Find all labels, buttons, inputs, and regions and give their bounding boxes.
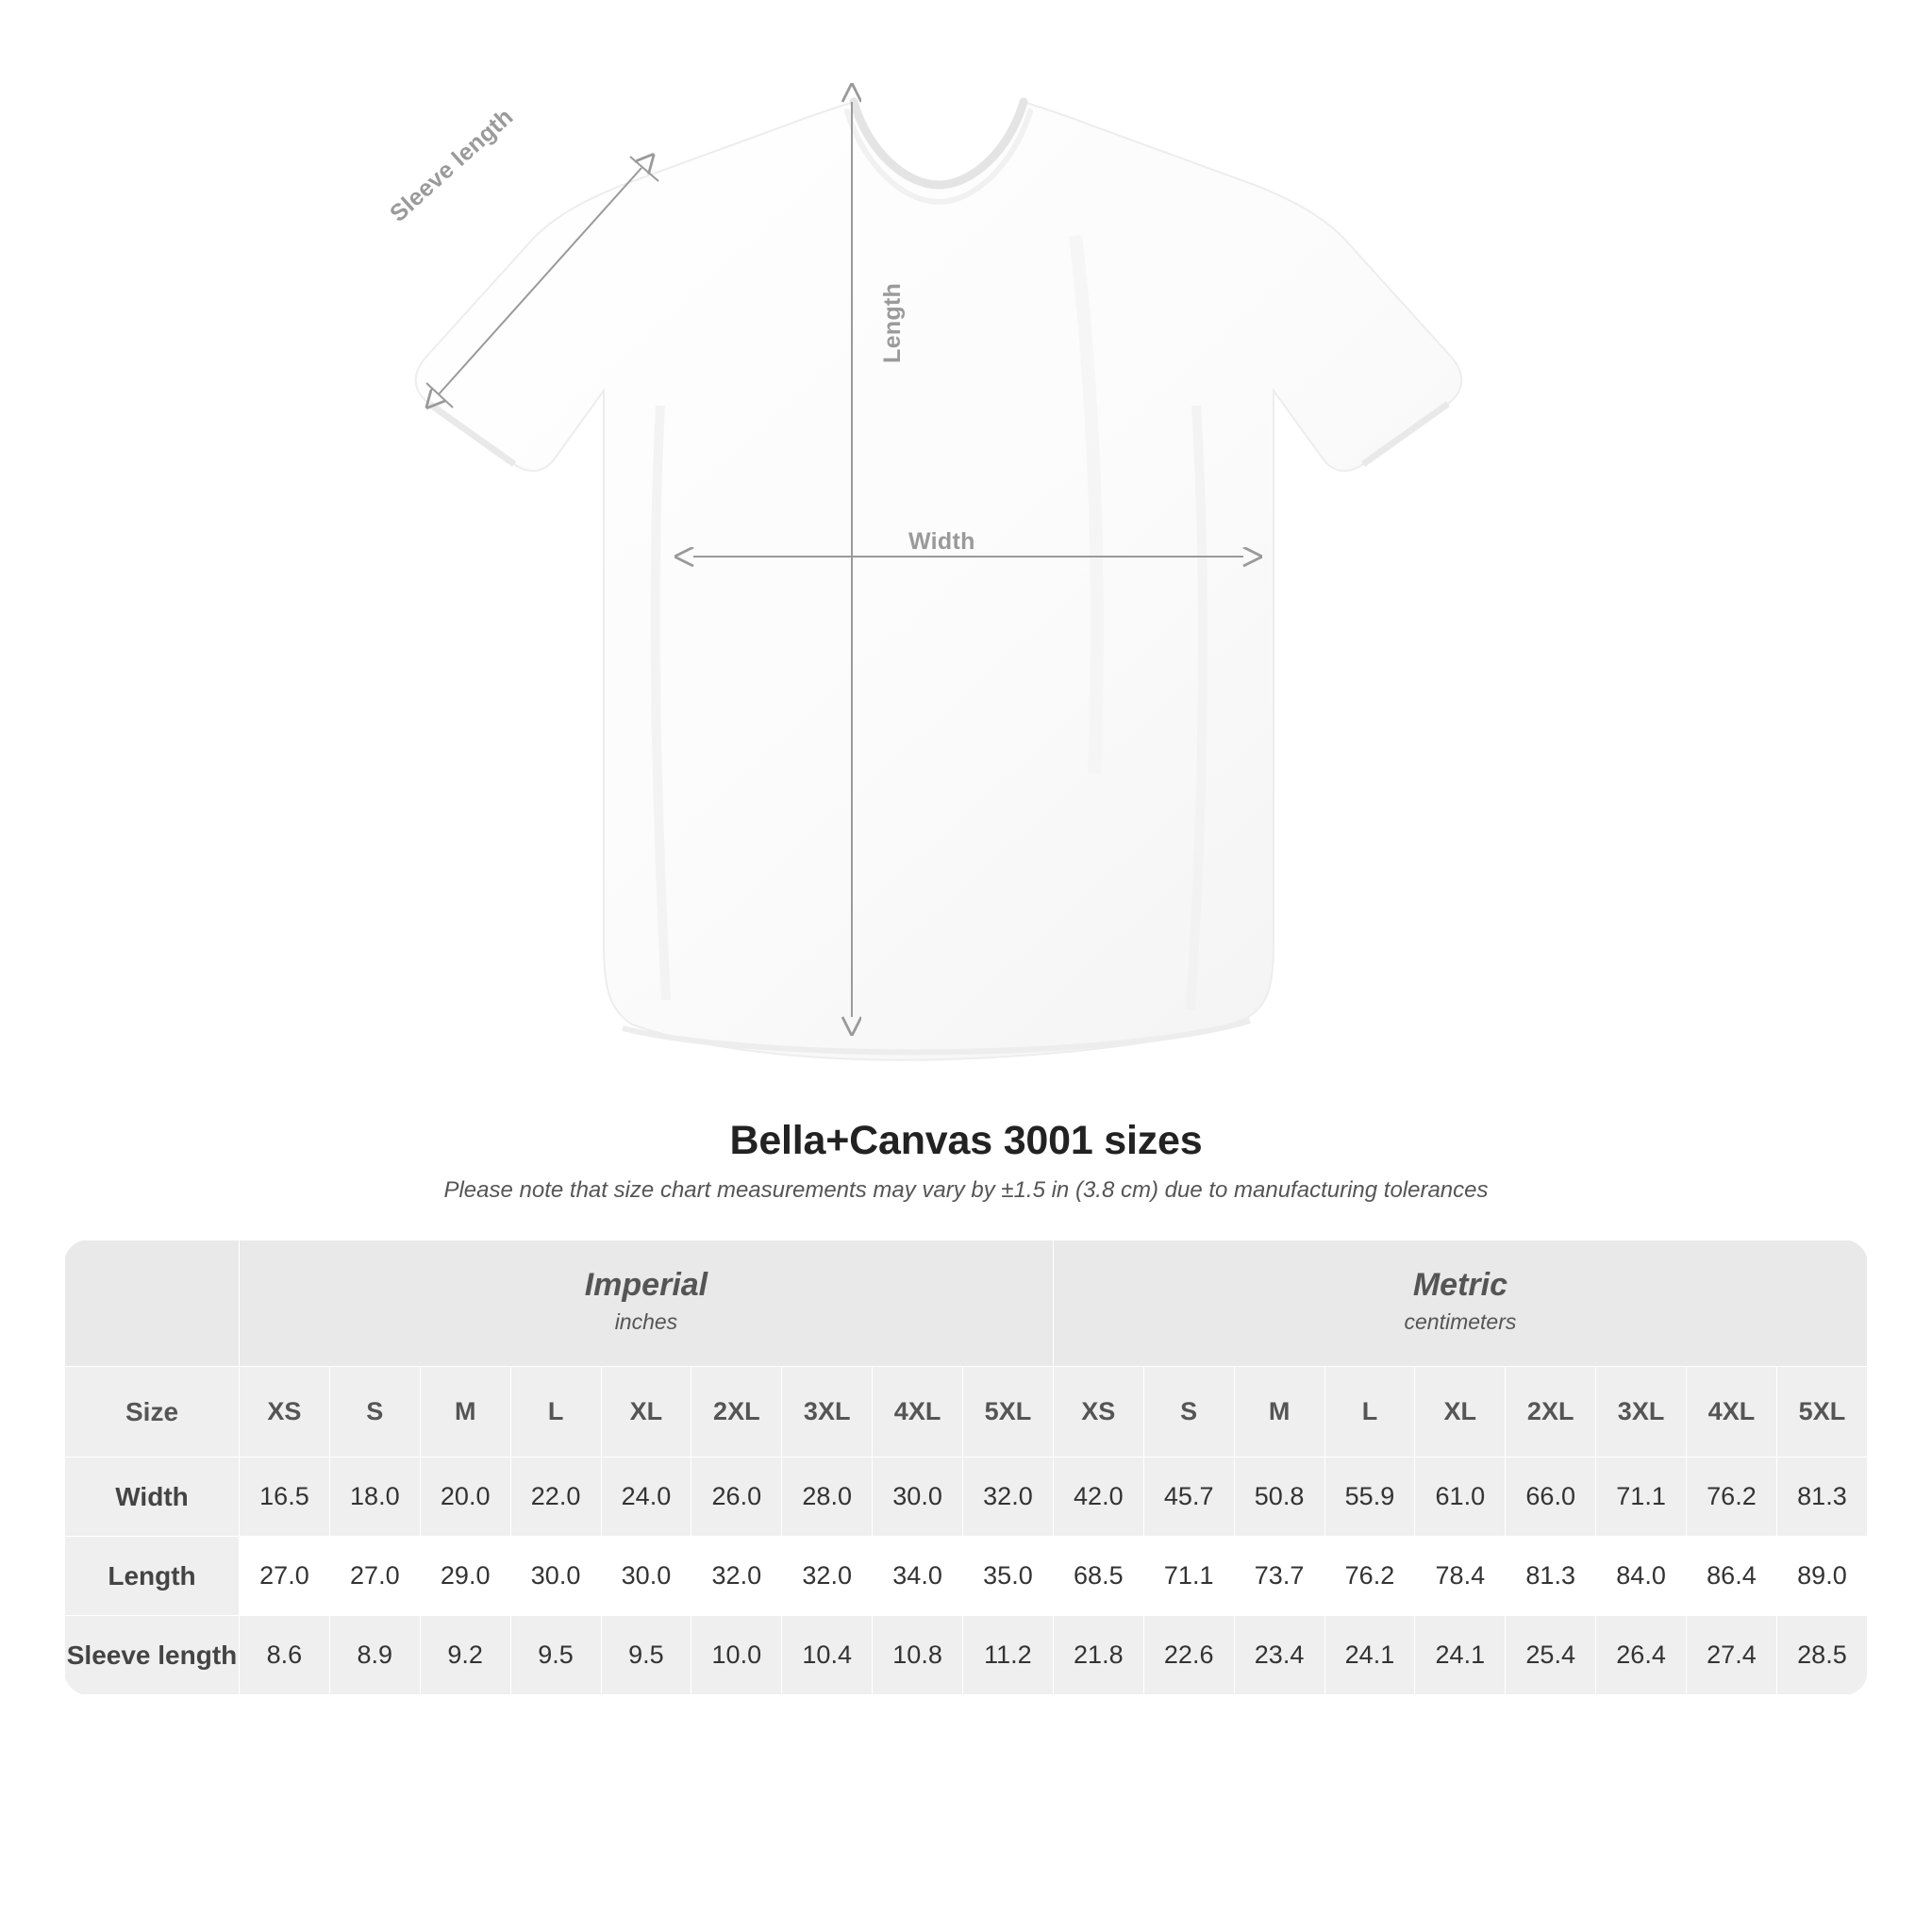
measurement-cell-metric: 55.9 xyxy=(1324,1457,1415,1537)
size-header-metric: 2XL xyxy=(1506,1367,1596,1457)
measurement-cell-imperial: 9.5 xyxy=(510,1616,601,1695)
unit-group-subtitle: inches xyxy=(614,1308,678,1334)
size-header-imperial: S xyxy=(329,1367,420,1457)
measurement-cell-imperial: 32.0 xyxy=(782,1537,873,1616)
unit-header-row xyxy=(65,1241,1868,1367)
measurement-cell-imperial: 22.0 xyxy=(510,1457,601,1537)
size-header-imperial: 5XL xyxy=(963,1367,1054,1457)
table-row xyxy=(65,1457,1868,1537)
size-table xyxy=(64,1240,1868,1695)
measurement-row-label: Length xyxy=(65,1537,240,1616)
measurement-row-label: Sleeve length xyxy=(65,1616,240,1695)
measurement-cell-metric: 73.7 xyxy=(1234,1537,1324,1616)
measurement-cell-metric: 25.4 xyxy=(1506,1616,1596,1695)
unit-group-metric xyxy=(1053,1241,1867,1367)
measurement-cell-metric: 42.0 xyxy=(1053,1457,1143,1537)
measurement-cell-metric: 76.2 xyxy=(1324,1537,1415,1616)
measurement-cell-metric: 68.5 xyxy=(1053,1537,1143,1616)
measurement-cell-imperial: 34.0 xyxy=(873,1537,963,1616)
measurement-cell-imperial: 16.5 xyxy=(240,1457,330,1537)
size-header-imperial: L xyxy=(510,1367,601,1457)
table-row xyxy=(65,1537,1868,1616)
measurement-cell-metric: 50.8 xyxy=(1234,1457,1324,1537)
measurement-cell-metric: 22.6 xyxy=(1143,1616,1234,1695)
measurement-cell-metric: 61.0 xyxy=(1415,1457,1506,1537)
size-header-metric: XL xyxy=(1415,1367,1506,1457)
measurement-cell-imperial: 9.5 xyxy=(601,1616,691,1695)
measurement-cell-imperial: 28.0 xyxy=(782,1457,873,1537)
measurement-cell-metric: 66.0 xyxy=(1506,1457,1596,1537)
size-header-metric: 4XL xyxy=(1687,1367,1777,1457)
tolerance-note: Please note that size chart measurements may vary by ±1.5 in (3.8 cm) due to manufacturing tolerances xyxy=(443,1177,1489,1203)
measurement-cell-imperial: 20.0 xyxy=(420,1457,510,1537)
table-row xyxy=(65,1616,1868,1695)
measurement-cell-imperial: 8.6 xyxy=(240,1616,330,1695)
measurement-cell-metric: 86.4 xyxy=(1687,1537,1777,1616)
size-header-metric: 3XL xyxy=(1596,1367,1687,1457)
measurement-cell-imperial: 9.2 xyxy=(420,1616,510,1695)
size-header-imperial: 2XL xyxy=(691,1367,782,1457)
size-header-imperial: 4XL xyxy=(873,1367,963,1457)
measurement-cell-imperial: 27.0 xyxy=(329,1537,420,1616)
unit-group-name: Imperial xyxy=(584,1267,708,1303)
size-header-metric: M xyxy=(1234,1367,1324,1457)
measurement-cell-metric: 24.1 xyxy=(1324,1616,1415,1695)
measurement-cell-metric: 78.4 xyxy=(1415,1537,1506,1616)
measurement-cell-imperial: 32.0 xyxy=(691,1537,782,1616)
size-header-imperial: 3XL xyxy=(782,1367,873,1457)
size-header-imperial: XS xyxy=(240,1367,330,1457)
unit-group-name: Metric xyxy=(1412,1267,1507,1303)
size-header-metric: 5XL xyxy=(1776,1367,1867,1457)
size-header-metric: L xyxy=(1324,1367,1415,1457)
measurement-cell-imperial: 10.8 xyxy=(873,1616,963,1695)
measurement-cell-metric: 71.1 xyxy=(1596,1457,1687,1537)
size-header-metric: XS xyxy=(1053,1367,1143,1457)
unit-group-imperial xyxy=(240,1241,1054,1367)
size-header-imperial: M xyxy=(420,1367,510,1457)
measurement-cell-imperial: 18.0 xyxy=(329,1457,420,1537)
size-header-metric: S xyxy=(1143,1367,1234,1457)
measurement-cell-imperial: 11.2 xyxy=(963,1616,1054,1695)
measurement-cell-imperial: 24.0 xyxy=(601,1457,691,1537)
measurement-cell-imperial: 30.0 xyxy=(601,1537,691,1616)
measurement-cell-metric: 81.3 xyxy=(1506,1537,1596,1616)
measurement-cell-metric: 45.7 xyxy=(1143,1457,1234,1537)
measurement-cell-metric: 21.8 xyxy=(1053,1616,1143,1695)
size-table-container xyxy=(64,1240,1868,1695)
chart-heading xyxy=(0,1118,1932,1204)
measurement-cell-imperial: 29.0 xyxy=(420,1537,510,1616)
measurement-cell-imperial: 32.0 xyxy=(963,1457,1054,1537)
measurement-cell-metric: 84.0 xyxy=(1596,1537,1687,1616)
measurement-cell-imperial: 27.0 xyxy=(240,1537,330,1616)
measurement-cell-metric: 76.2 xyxy=(1687,1457,1777,1537)
measurement-cell-imperial: 30.0 xyxy=(510,1537,601,1616)
measurement-row-label: Width xyxy=(65,1457,240,1537)
measurement-cell-metric: 28.5 xyxy=(1776,1616,1867,1695)
measurement-cell-imperial: 10.4 xyxy=(782,1616,873,1695)
measurement-cell-imperial: 8.9 xyxy=(329,1616,420,1695)
measurement-cell-metric: 81.3 xyxy=(1776,1457,1867,1537)
measurement-cell-imperial: 35.0 xyxy=(963,1537,1054,1616)
size-header-row xyxy=(65,1367,1868,1457)
page-title: Bella+Canvas 3001 sizes xyxy=(729,1118,1203,1163)
measurement-cell-metric: 27.4 xyxy=(1687,1616,1777,1695)
measurement-cell-imperial: 10.0 xyxy=(691,1616,782,1695)
sleeve-length-dimension-label: Sleeve length xyxy=(385,103,519,227)
unit-header-spacer xyxy=(65,1241,240,1367)
measurement-cell-metric: 23.4 xyxy=(1234,1616,1324,1695)
measurement-cell-imperial: 30.0 xyxy=(873,1457,963,1537)
measurement-cell-metric: 71.1 xyxy=(1143,1537,1234,1616)
length-dimension-label: Length xyxy=(879,282,906,363)
measurement-cell-metric: 26.4 xyxy=(1596,1616,1687,1695)
measurement-cell-metric: 24.1 xyxy=(1415,1616,1506,1695)
unit-group-subtitle: centimeters xyxy=(1404,1308,1517,1334)
width-dimension-label: Width xyxy=(908,528,975,555)
measurement-cell-metric: 89.0 xyxy=(1776,1537,1867,1616)
size-column-header: Size xyxy=(65,1367,240,1457)
measurement-cell-imperial: 26.0 xyxy=(691,1457,782,1537)
size-header-imperial: XL xyxy=(601,1367,691,1457)
